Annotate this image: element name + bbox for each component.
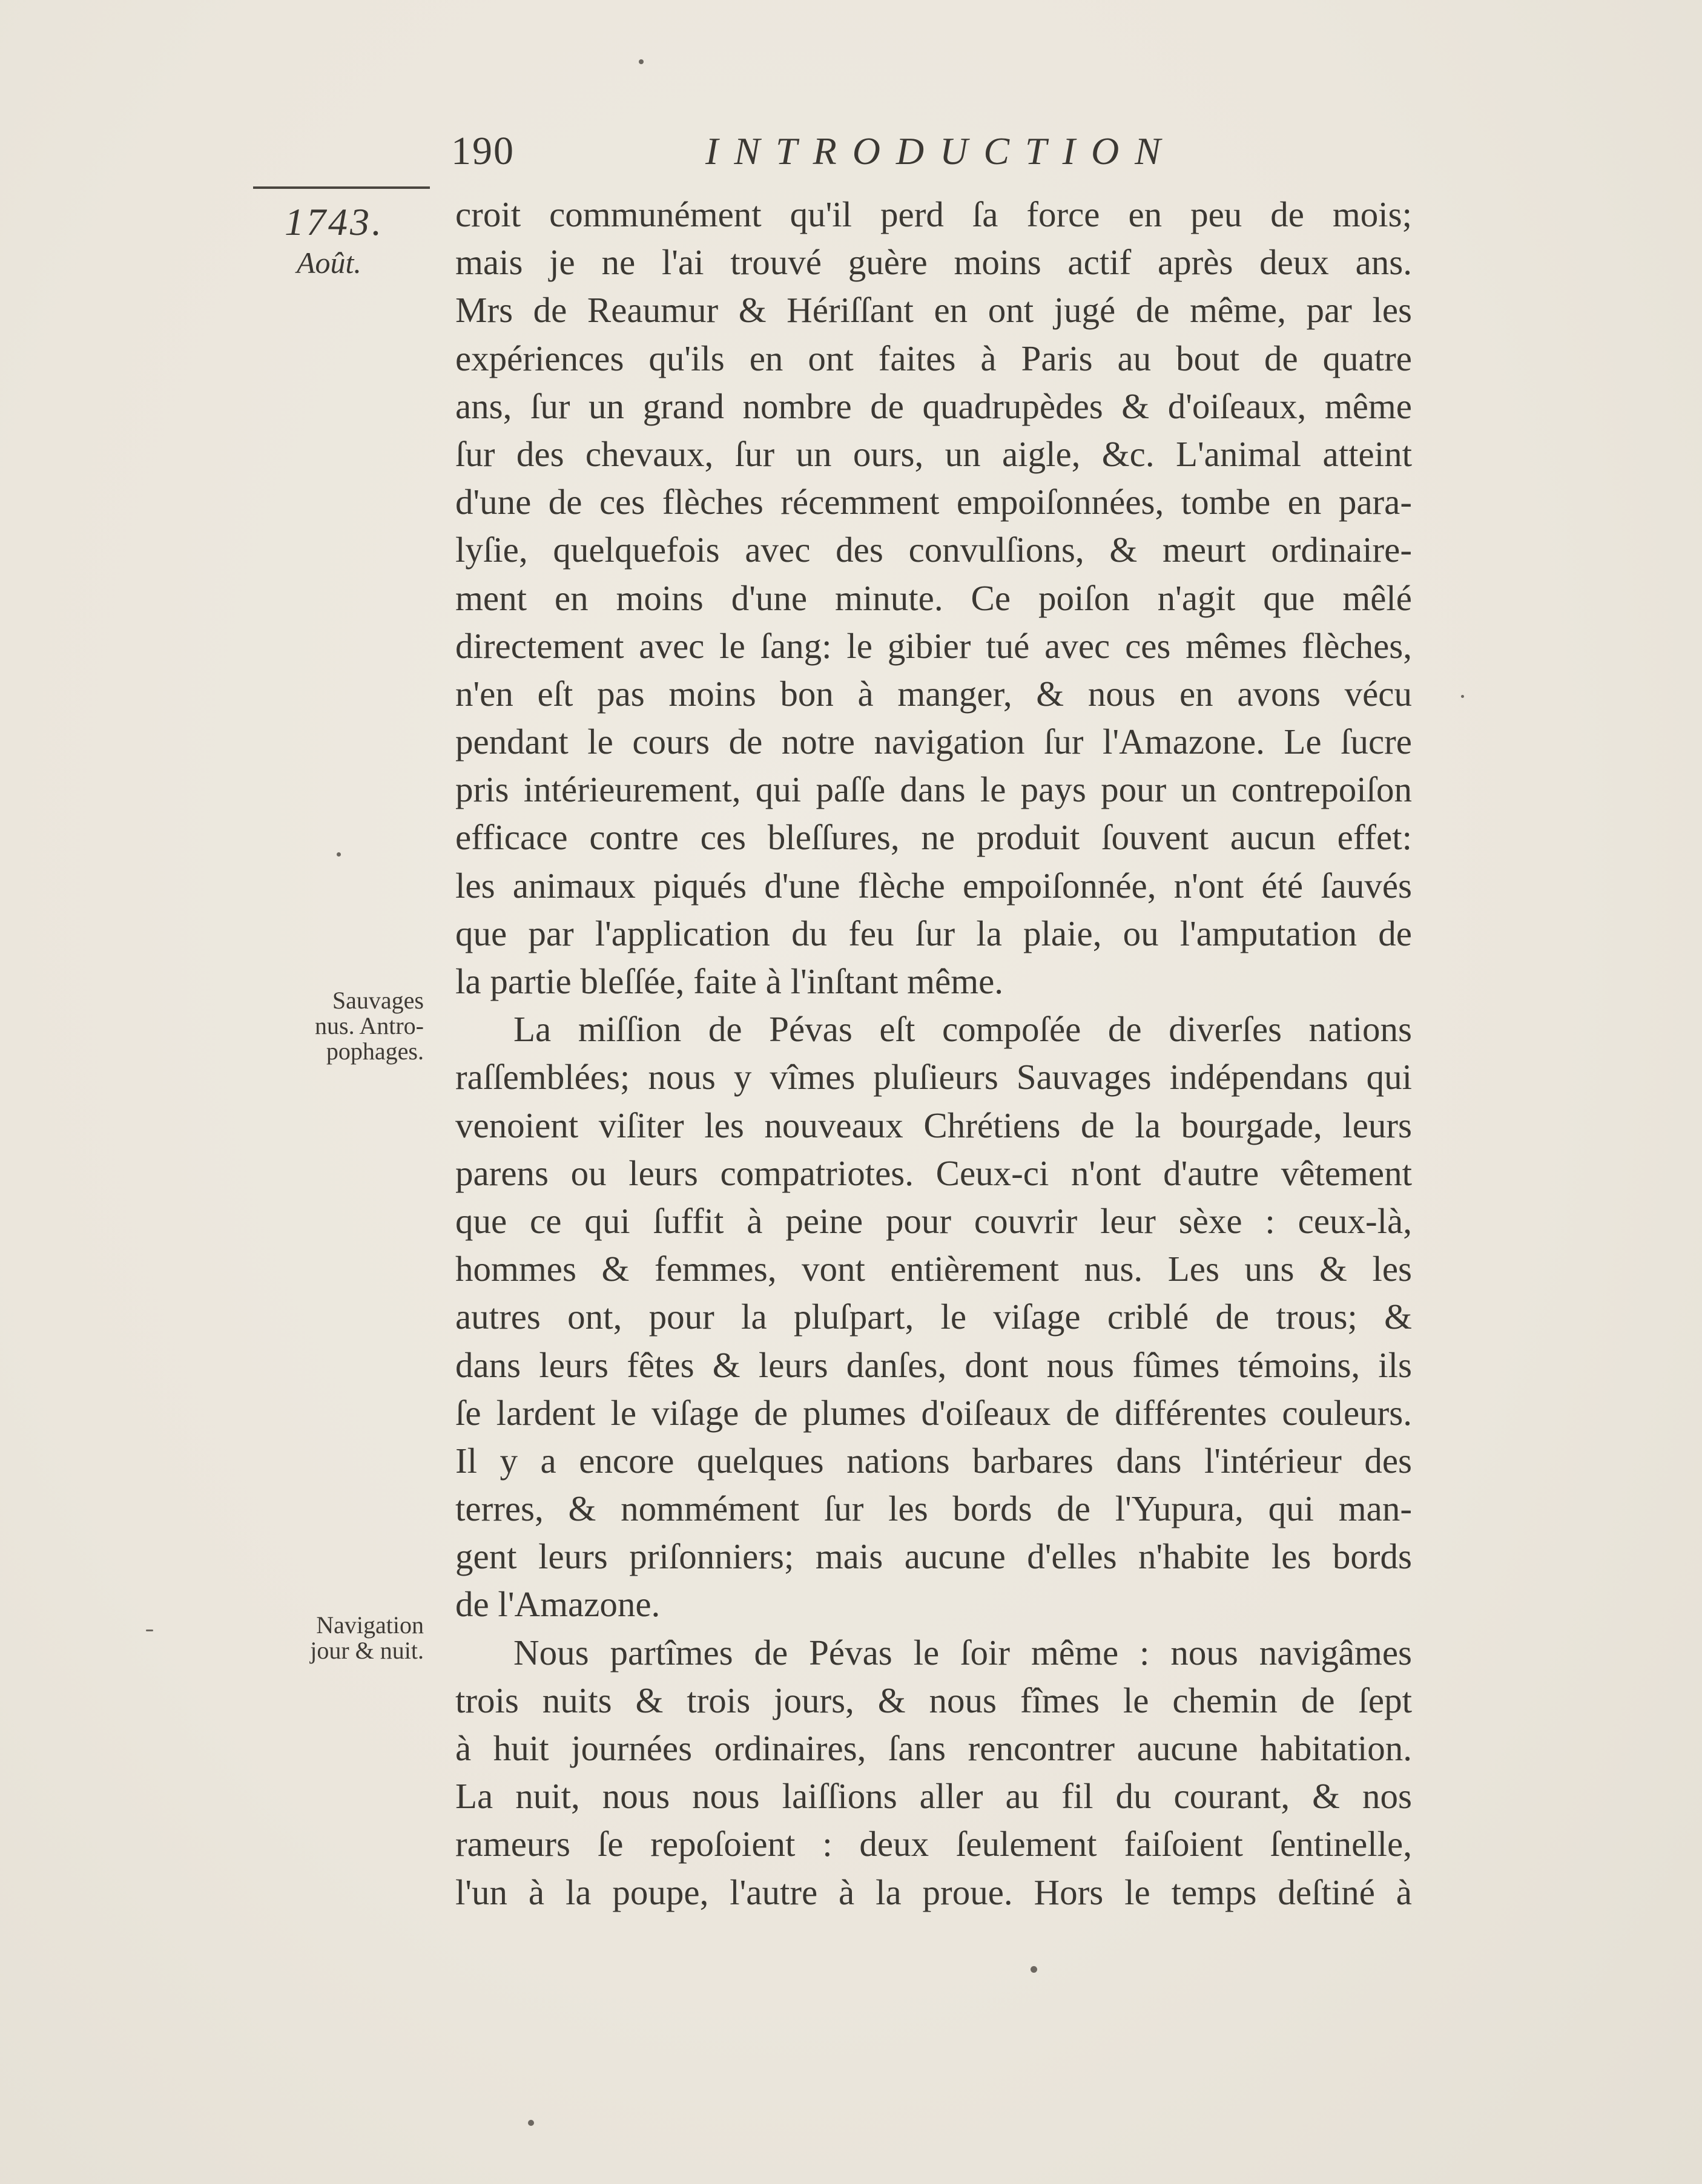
text-line: de l'Amazone. <box>455 1584 661 1625</box>
text-line: trois nuits & trois jours, & nous fîmes le chemin de ſept <box>455 1680 1412 1720</box>
sidenote-navigation <box>245 1613 424 1663</box>
text-line: La nuit, nous nous laiſſions aller au fil du courant, & nos <box>455 1776 1412 1817</box>
text-line: croit communément qu'il perd ſa force en peu de mois; <box>455 194 1412 234</box>
sidenote-line: jour & nuit. <box>310 1637 424 1664</box>
paper-speck <box>146 1630 153 1631</box>
paper-speck <box>639 59 644 64</box>
text-line: venoient viſiter les nouveaux Chrétiens de la bourgade, leurs <box>455 1105 1412 1145</box>
page-number: 190 <box>451 129 515 173</box>
margin-rule <box>253 186 430 189</box>
text-line: gent leurs priſonniers; mais aucune d'elles n'habite les bords <box>455 1536 1412 1577</box>
text-line: ment en moins d'une minute. Ce poiſon n'agit que mêlé <box>455 577 1412 618</box>
paper-speck <box>1031 1966 1037 1973</box>
text-line: ans, ſur un grand nombre de quadrupèdes & d'oiſeaux, même <box>455 386 1412 426</box>
text-line: lyſie, quelquefois avec des convulſions, & meurt ordinaire- <box>455 530 1412 570</box>
text-line: Mrs de Reaumur & Hériſſant en ont jugé de même, par les <box>455 290 1412 331</box>
text-line: à huit journées ordinaires, ſans rencontrer aucune habitation. <box>455 1728 1412 1768</box>
text-line: les animaux piqués d'une flèche empoiſonnée, n'ont été ſauvés <box>455 865 1412 906</box>
text-line: autres ont, pour la pluſpart, le viſage criblé de trous; & <box>455 1297 1412 1337</box>
text-line: directement avec le ſang: le gibier tué avec ces mêmes flèches, <box>455 625 1412 666</box>
paper-speck <box>337 852 341 857</box>
text-line: mais je ne l'ai trouvé guère moins actif après deux ans. <box>455 242 1412 283</box>
text-line: parens ou leurs compatriotes. Ceux-ci n'ont d'autre vêtement <box>455 1153 1412 1193</box>
text-line: la partie bleſſée, faite à l'inſtant même. <box>455 961 1004 1001</box>
text-line: pendant le cours de notre navigation ſur l'Amazone. Le ſucre <box>455 722 1412 762</box>
text-line: l'un à la poupe, l'autre à la proue. Hors le temps deſtiné à <box>455 1872 1412 1912</box>
sidenote-line: Navigation <box>316 1611 424 1639</box>
text-line: terres, & nommément ſur les bords de l'Yupura, qui man- <box>455 1488 1412 1529</box>
margin-month: Août. <box>297 246 361 280</box>
text-line: ſur des chevaux, ſur un ours, un aigle, &c. L'animal atteint <box>455 433 1412 474</box>
text-line: Il y a encore quelques nations barbares dans l'intérieur des <box>455 1440 1412 1481</box>
paper-speck <box>528 2120 534 2126</box>
text-line: que ce qui ſuffit à peine pour couvrir leur sèxe : ceux-là, <box>455 1200 1412 1241</box>
text-line: hommes & femmes, vont entièrement nus. Les uns & les <box>455 1249 1412 1289</box>
page-header <box>451 124 1214 179</box>
text-line: pris intérieurement, qui paſſe dans le pays pour un contrepoiſon <box>455 769 1412 810</box>
sidenote-line: nus. Antro- <box>315 1012 424 1039</box>
text-line: raſſemblées; nous y vîmes pluſieurs Sauvages indépendans qui <box>455 1057 1412 1097</box>
margin-year: 1743. <box>285 200 384 243</box>
text-line: ſe lardent le viſage de plumes d'oiſeaux de différentes couleurs. <box>455 1392 1412 1433</box>
sidenote-line: Sauvages <box>332 987 424 1014</box>
text-line: n'en eſt pas moins bon à manger, & nous en avons vécu <box>455 673 1412 714</box>
sidenote-sauvages <box>260 988 424 1064</box>
text-line: La miſſion de Pévas eſt compoſée de diverſes nations <box>513 1009 1412 1050</box>
text-line: rameurs ſe repoſoient : deux ſeulement faiſoient ſentinelle, <box>455 1824 1412 1864</box>
text-line: d'une de ces flèches récemment empoiſonnées, tombe en para- <box>455 482 1412 522</box>
sidenote-line: pophages. <box>326 1038 424 1065</box>
paper-speck <box>1461 695 1464 698</box>
text-line: efficace contre ces bleſſures, ne produit ſouvent aucun effet: <box>455 817 1412 858</box>
body-text <box>455 191 1412 1916</box>
text-line: dans leurs fêtes & leurs danſes, dont nous fûmes témoins, ils <box>455 1344 1412 1385</box>
text-line: Nous partîmes de Pévas le ſoir même : nous navigâmes <box>513 1632 1412 1673</box>
text-line: expériences qu'ils en ont faites à Paris au bout de quatre <box>455 338 1412 378</box>
running-head: INTRODUCTION <box>705 130 1176 173</box>
text-line: que par l'application du feu ſur la plaie, ou l'amputation de <box>455 913 1412 953</box>
